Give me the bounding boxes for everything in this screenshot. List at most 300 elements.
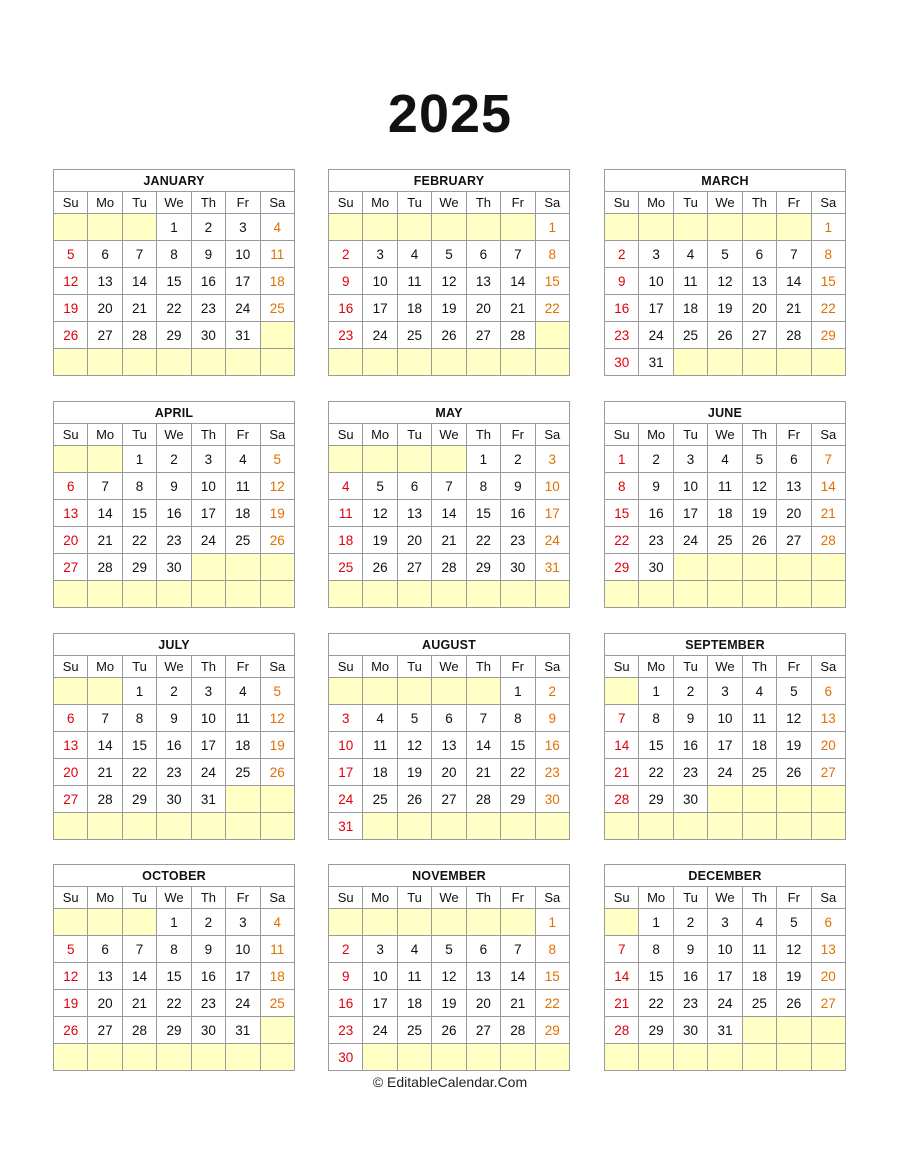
empty-day-cell [708, 813, 742, 840]
day-cell: 16 [329, 295, 363, 322]
day-cell: 3 [535, 446, 569, 473]
empty-day-cell [157, 1044, 191, 1071]
day-cell: 30 [639, 554, 673, 581]
day-cell: 5 [260, 678, 294, 705]
empty-day-cell [811, 1044, 845, 1071]
empty-day-cell [191, 813, 225, 840]
week-row [329, 936, 570, 963]
weekday-label: Tu [673, 424, 707, 446]
weekday-label: Sa [535, 192, 569, 214]
day-cell: 24 [708, 759, 742, 786]
day-cell: 27 [54, 786, 88, 813]
empty-day-cell [501, 813, 535, 840]
day-cell: 25 [226, 759, 260, 786]
month-name: APRIL [54, 402, 295, 424]
weekday-label: We [708, 887, 742, 909]
day-cell: 2 [157, 446, 191, 473]
day-cell: 19 [54, 295, 88, 322]
day-cell: 19 [260, 500, 294, 527]
day-cell: 27 [742, 322, 776, 349]
weekday-label: Fr [226, 424, 260, 446]
day-cell: 13 [54, 732, 88, 759]
day-cell: 17 [708, 963, 742, 990]
empty-day-cell [466, 1044, 500, 1071]
week-row [605, 241, 846, 268]
day-cell: 9 [329, 963, 363, 990]
day-cell: 27 [777, 527, 811, 554]
day-cell: 16 [191, 268, 225, 295]
week-row [329, 527, 570, 554]
empty-day-cell [742, 214, 776, 241]
day-cell: 13 [54, 500, 88, 527]
day-cell: 28 [605, 1017, 639, 1044]
day-cell: 21 [777, 295, 811, 322]
week-row [329, 759, 570, 786]
day-cell: 23 [535, 759, 569, 786]
empty-day-cell [226, 554, 260, 581]
empty-day-cell [54, 678, 88, 705]
month-july [53, 633, 295, 840]
empty-day-cell [777, 554, 811, 581]
day-cell: 3 [191, 446, 225, 473]
day-cell: 22 [639, 759, 673, 786]
weekday-label: We [157, 192, 191, 214]
day-cell: 3 [708, 909, 742, 936]
day-cell: 15 [535, 268, 569, 295]
day-cell: 28 [122, 1017, 156, 1044]
weekday-label: Su [605, 656, 639, 678]
weekday-label: We [432, 656, 466, 678]
empty-day-cell [605, 1044, 639, 1071]
day-cell: 23 [329, 1017, 363, 1044]
day-cell: 16 [673, 963, 707, 990]
empty-day-cell [260, 1017, 294, 1044]
day-cell: 21 [811, 500, 845, 527]
day-cell: 11 [260, 241, 294, 268]
empty-day-cell [777, 214, 811, 241]
day-cell: 29 [535, 1017, 569, 1044]
empty-day-cell [260, 349, 294, 376]
day-cell: 8 [122, 705, 156, 732]
day-cell: 26 [397, 786, 431, 813]
empty-day-cell [397, 909, 431, 936]
month-name: OCTOBER [54, 865, 295, 887]
day-cell: 29 [122, 554, 156, 581]
weekday-label: Mo [88, 192, 122, 214]
week-row [329, 1044, 570, 1071]
weekday-label: Fr [777, 424, 811, 446]
day-cell: 26 [777, 759, 811, 786]
day-cell: 30 [157, 554, 191, 581]
day-cell: 9 [673, 705, 707, 732]
week-row [329, 554, 570, 581]
week-row [329, 786, 570, 813]
week-row [54, 936, 295, 963]
day-cell: 2 [639, 446, 673, 473]
day-cell: 13 [811, 936, 845, 963]
day-cell: 18 [742, 963, 776, 990]
day-cell: 4 [673, 241, 707, 268]
weekday-label: Sa [260, 192, 294, 214]
day-cell: 16 [605, 295, 639, 322]
empty-day-cell [535, 813, 569, 840]
week-row [54, 732, 295, 759]
day-cell: 13 [88, 268, 122, 295]
week-row [605, 500, 846, 527]
month-october [53, 864, 295, 1071]
empty-day-cell [54, 909, 88, 936]
day-cell: 22 [605, 527, 639, 554]
empty-day-cell [329, 214, 363, 241]
empty-day-cell [397, 349, 431, 376]
week-row [605, 786, 846, 813]
day-cell: 12 [777, 705, 811, 732]
weekday-label: Su [54, 887, 88, 909]
day-cell: 17 [363, 990, 397, 1017]
week-row [605, 732, 846, 759]
weekday-label: Fr [501, 192, 535, 214]
weekday-label: We [157, 887, 191, 909]
weekday-label: Mo [363, 887, 397, 909]
day-cell: 8 [157, 241, 191, 268]
day-cell: 21 [605, 990, 639, 1017]
day-cell: 11 [397, 268, 431, 295]
weekday-label: Fr [501, 656, 535, 678]
day-cell: 12 [432, 268, 466, 295]
empty-day-cell [777, 813, 811, 840]
day-cell: 11 [363, 732, 397, 759]
weekday-label: Sa [535, 656, 569, 678]
month-name: MARCH [605, 170, 846, 192]
day-cell: 1 [605, 446, 639, 473]
week-row [605, 759, 846, 786]
weekday-label: Mo [639, 887, 673, 909]
day-cell: 7 [501, 241, 535, 268]
day-cell: 15 [157, 268, 191, 295]
day-cell: 13 [466, 963, 500, 990]
day-cell: 17 [708, 732, 742, 759]
day-cell: 1 [122, 678, 156, 705]
weekday-label: Mo [363, 192, 397, 214]
day-cell: 19 [260, 732, 294, 759]
empty-day-cell [432, 446, 466, 473]
day-cell: 26 [742, 527, 776, 554]
week-row [54, 1044, 295, 1071]
week-row [54, 813, 295, 840]
empty-day-cell [397, 1044, 431, 1071]
empty-day-cell [260, 322, 294, 349]
weekday-label: Th [191, 887, 225, 909]
day-cell: 10 [708, 705, 742, 732]
day-cell: 29 [122, 786, 156, 813]
day-cell: 29 [639, 1017, 673, 1044]
day-cell: 1 [466, 446, 500, 473]
empty-day-cell [466, 813, 500, 840]
empty-day-cell [191, 581, 225, 608]
day-cell: 23 [157, 759, 191, 786]
empty-day-cell [260, 813, 294, 840]
day-cell: 5 [54, 936, 88, 963]
weekday-label: Fr [501, 887, 535, 909]
empty-day-cell [88, 349, 122, 376]
day-cell: 14 [466, 732, 500, 759]
empty-day-cell [673, 1044, 707, 1071]
day-cell: 7 [811, 446, 845, 473]
day-cell: 10 [708, 936, 742, 963]
empty-day-cell [466, 214, 500, 241]
day-cell: 23 [191, 990, 225, 1017]
day-cell: 20 [777, 500, 811, 527]
day-cell: 30 [329, 1044, 363, 1071]
empty-day-cell [363, 813, 397, 840]
weekday-label: Th [191, 656, 225, 678]
week-row [54, 705, 295, 732]
empty-day-cell [54, 813, 88, 840]
day-cell: 25 [742, 990, 776, 1017]
empty-day-cell [260, 581, 294, 608]
day-cell: 27 [811, 759, 845, 786]
day-cell: 2 [157, 678, 191, 705]
weekday-label: Th [742, 424, 776, 446]
week-row [605, 295, 846, 322]
day-cell: 2 [673, 678, 707, 705]
weekday-label: We [432, 424, 466, 446]
week-row [329, 214, 570, 241]
empty-day-cell [673, 813, 707, 840]
day-cell: 12 [260, 705, 294, 732]
day-cell: 28 [122, 322, 156, 349]
day-cell: 8 [639, 705, 673, 732]
day-cell: 17 [191, 732, 225, 759]
day-cell: 20 [466, 990, 500, 1017]
empty-day-cell [260, 786, 294, 813]
day-cell: 30 [191, 1017, 225, 1044]
weekday-label: Sa [260, 887, 294, 909]
day-cell: 30 [673, 786, 707, 813]
day-cell: 9 [639, 473, 673, 500]
day-cell: 15 [122, 732, 156, 759]
day-cell: 14 [605, 732, 639, 759]
page-title: 2025 [387, 84, 513, 144]
day-cell: 2 [191, 909, 225, 936]
week-row [605, 554, 846, 581]
weekday-label: We [708, 192, 742, 214]
day-cell: 7 [466, 705, 500, 732]
week-row [329, 990, 570, 1017]
empty-day-cell [226, 581, 260, 608]
day-cell: 8 [466, 473, 500, 500]
empty-day-cell [708, 786, 742, 813]
day-cell: 4 [260, 909, 294, 936]
weekday-label: Sa [811, 656, 845, 678]
day-cell: 13 [777, 473, 811, 500]
weekday-label: We [708, 424, 742, 446]
weekday-label: Mo [363, 424, 397, 446]
day-cell: 26 [54, 322, 88, 349]
empty-day-cell [708, 349, 742, 376]
day-cell: 25 [260, 990, 294, 1017]
day-cell: 30 [605, 349, 639, 376]
week-row [605, 268, 846, 295]
day-cell: 4 [708, 446, 742, 473]
day-cell: 5 [777, 678, 811, 705]
weekday-label: Th [191, 192, 225, 214]
day-cell: 3 [226, 214, 260, 241]
week-row [54, 554, 295, 581]
empty-day-cell [260, 1044, 294, 1071]
day-cell: 9 [329, 268, 363, 295]
empty-day-cell [191, 349, 225, 376]
day-cell: 6 [466, 936, 500, 963]
day-cell: 7 [88, 705, 122, 732]
week-row [329, 813, 570, 840]
day-cell: 22 [157, 990, 191, 1017]
empty-day-cell [329, 581, 363, 608]
day-cell: 18 [260, 963, 294, 990]
day-cell: 9 [673, 936, 707, 963]
empty-day-cell [54, 446, 88, 473]
day-cell: 15 [157, 963, 191, 990]
day-cell: 28 [466, 786, 500, 813]
day-cell: 27 [88, 1017, 122, 1044]
month-january [53, 169, 295, 376]
day-cell: 16 [329, 990, 363, 1017]
day-cell: 26 [777, 990, 811, 1017]
empty-day-cell [363, 1044, 397, 1071]
day-cell: 6 [54, 705, 88, 732]
day-cell: 20 [432, 759, 466, 786]
empty-day-cell [501, 214, 535, 241]
day-cell: 11 [329, 500, 363, 527]
day-cell: 27 [466, 1017, 500, 1044]
day-cell: 13 [742, 268, 776, 295]
day-cell: 19 [777, 963, 811, 990]
day-cell: 5 [742, 446, 776, 473]
week-row [329, 446, 570, 473]
week-row [54, 500, 295, 527]
day-cell: 3 [226, 909, 260, 936]
weekday-label: Tu [122, 192, 156, 214]
day-cell: 17 [535, 500, 569, 527]
day-cell: 8 [535, 241, 569, 268]
empty-day-cell [466, 581, 500, 608]
day-cell: 11 [226, 705, 260, 732]
empty-day-cell [777, 349, 811, 376]
day-cell: 22 [811, 295, 845, 322]
empty-day-cell [226, 1044, 260, 1071]
day-cell: 10 [191, 705, 225, 732]
day-cell: 25 [708, 527, 742, 554]
week-row [605, 813, 846, 840]
week-row [329, 732, 570, 759]
empty-day-cell [777, 786, 811, 813]
week-row [605, 990, 846, 1017]
empty-day-cell [466, 349, 500, 376]
day-cell: 11 [742, 936, 776, 963]
day-cell: 16 [501, 500, 535, 527]
day-cell: 8 [639, 936, 673, 963]
day-cell: 4 [226, 446, 260, 473]
day-cell: 12 [363, 500, 397, 527]
day-cell: 20 [466, 295, 500, 322]
day-cell: 28 [811, 527, 845, 554]
day-cell: 17 [673, 500, 707, 527]
empty-day-cell [708, 581, 742, 608]
weekday-label: Fr [777, 192, 811, 214]
day-cell: 12 [777, 936, 811, 963]
day-cell: 1 [501, 678, 535, 705]
week-row [605, 527, 846, 554]
weekday-label: We [157, 424, 191, 446]
day-cell: 30 [535, 786, 569, 813]
week-row [54, 295, 295, 322]
day-cell: 23 [501, 527, 535, 554]
day-cell: 16 [157, 732, 191, 759]
weekday-label: Th [466, 192, 500, 214]
day-cell: 15 [535, 963, 569, 990]
day-cell: 12 [708, 268, 742, 295]
empty-day-cell [673, 214, 707, 241]
empty-day-cell [501, 581, 535, 608]
day-cell: 31 [191, 786, 225, 813]
day-cell: 21 [122, 990, 156, 1017]
empty-day-cell [673, 554, 707, 581]
weekday-label: We [432, 887, 466, 909]
weekday-label: Tu [673, 887, 707, 909]
day-cell: 8 [535, 936, 569, 963]
weekday-label: Tu [122, 424, 156, 446]
weekday-label: Tu [122, 656, 156, 678]
day-cell: 20 [54, 527, 88, 554]
week-row [54, 990, 295, 1017]
empty-day-cell [811, 1017, 845, 1044]
empty-day-cell [88, 678, 122, 705]
day-cell: 15 [605, 500, 639, 527]
day-cell: 29 [605, 554, 639, 581]
empty-day-cell [742, 813, 776, 840]
week-row [329, 295, 570, 322]
month-november [328, 864, 570, 1071]
empty-day-cell [329, 909, 363, 936]
day-cell: 5 [397, 705, 431, 732]
week-row [605, 214, 846, 241]
day-cell: 11 [742, 705, 776, 732]
day-cell: 3 [639, 241, 673, 268]
day-cell: 20 [811, 732, 845, 759]
day-cell: 28 [501, 1017, 535, 1044]
week-row [329, 678, 570, 705]
day-cell: 26 [432, 322, 466, 349]
day-cell: 31 [708, 1017, 742, 1044]
day-cell: 9 [191, 241, 225, 268]
day-cell: 7 [122, 936, 156, 963]
day-cell: 19 [432, 990, 466, 1017]
empty-day-cell [88, 446, 122, 473]
weekday-label: Sa [535, 887, 569, 909]
day-cell: 31 [226, 1017, 260, 1044]
week-row [329, 705, 570, 732]
day-cell: 5 [432, 936, 466, 963]
empty-day-cell [535, 581, 569, 608]
day-cell: 20 [88, 990, 122, 1017]
day-cell: 4 [742, 678, 776, 705]
day-cell: 10 [226, 936, 260, 963]
day-cell: 3 [363, 936, 397, 963]
empty-day-cell [535, 322, 569, 349]
day-cell: 30 [501, 554, 535, 581]
weekday-label: Sa [811, 192, 845, 214]
day-cell: 2 [605, 241, 639, 268]
